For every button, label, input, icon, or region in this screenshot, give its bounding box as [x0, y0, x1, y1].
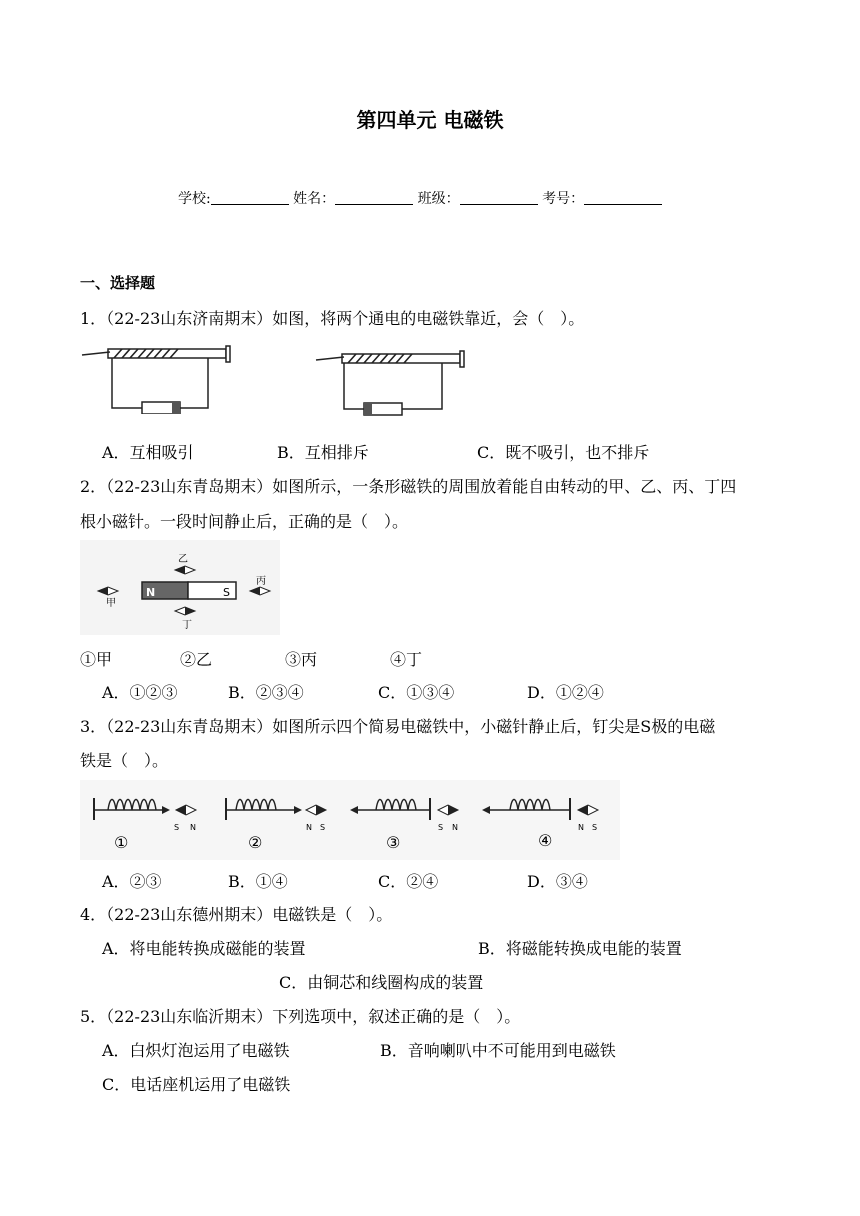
q4-option-b[interactable]: B．将磁能转换成电能的装置: [478, 939, 682, 958]
q1-option-b[interactable]: B．互相排斥: [277, 443, 369, 462]
name-label: 姓名：: [293, 191, 336, 207]
q1-electromagnet-figure-1: [80, 340, 240, 414]
school-field[interactable]: [211, 190, 289, 205]
q3-option-b[interactable]: B．①④: [228, 872, 288, 891]
q2-option-a[interactable]: A．①②③: [102, 683, 178, 702]
q4-option-a[interactable]: A．将电能转换成磁能的装置: [102, 939, 306, 958]
needle-label-ding: 丁: [182, 620, 192, 631]
q2-option-d[interactable]: D．①②④: [527, 683, 604, 702]
section-title: 一、选择题: [80, 274, 156, 292]
svg-text:S: S: [438, 823, 444, 832]
needle-label-bing: 丙: [256, 576, 266, 587]
svg-text:S: S: [592, 823, 598, 832]
q2-choice-3: ③丙: [285, 650, 318, 669]
q2-bar-magnet-figure: [80, 540, 280, 635]
q2-choice-1: ①甲: [80, 650, 113, 669]
q2-option-b[interactable]: B．②③④: [228, 683, 304, 702]
svg-text:④: ④: [538, 831, 553, 850]
school-label: 学校:: [178, 191, 211, 207]
svg-text:N: N: [190, 823, 196, 832]
student-info: [178, 188, 662, 208]
svg-text:②: ②: [248, 833, 263, 852]
svg-text:③: ③: [386, 833, 401, 852]
question-2-stem-line1: 2．（22-23山东青岛期末）如图所示，一条形磁铁的周围放着能自由转动的甲、乙、丙、丁四: [80, 477, 737, 496]
exam-number-field[interactable]: [584, 190, 662, 205]
q5-option-b[interactable]: B．音响喇叭中不可能用到电磁铁: [380, 1041, 616, 1060]
question-2-stem-line2: 根小磁针。一段时间静止后，正确的是（ ）。: [80, 512, 409, 531]
needle-label-yi: 乙: [178, 554, 188, 565]
q5-option-c[interactable]: C．电话座机运用了电磁铁: [102, 1075, 291, 1094]
svg-text:①: ①: [114, 833, 129, 852]
question-1-stem: 1．（22-23山东济南期末）如图，将两个通电的电磁铁靠近，会（ ）。: [80, 309, 585, 328]
magnet-s-label: S: [223, 586, 230, 599]
q3-option-d[interactable]: D．③④: [527, 872, 588, 891]
q2-choice-2: ②乙: [180, 650, 213, 669]
page-title: 第四单元 电磁铁: [356, 108, 504, 132]
q3-option-c[interactable]: C．②④: [378, 872, 439, 891]
svg-text:N: N: [452, 823, 458, 832]
q2-option-c[interactable]: C．①③④: [378, 683, 455, 702]
question-3-stem-line1: 3．（22-23山东青岛期末）如图所示四个简易电磁铁中，小磁针静止后，钉尖是S极的电磁: [80, 717, 716, 736]
needle-label-jia: 甲: [106, 598, 116, 609]
question-3-stem-line2: 铁是（ ）。: [80, 751, 169, 770]
q1-option-c[interactable]: C．既不吸引，也不排斥: [477, 443, 650, 462]
q5-option-a[interactable]: A．白炽灯泡运用了电磁铁: [102, 1041, 290, 1060]
name-field[interactable]: [335, 190, 413, 205]
svg-text:N: N: [306, 823, 312, 832]
svg-text:S: S: [174, 823, 180, 832]
class-field[interactable]: [460, 190, 538, 205]
magnet-n-label: N: [146, 586, 156, 599]
class-label: 班级：: [417, 191, 460, 207]
q1-electromagnet-figure-2: [314, 345, 474, 419]
exam-number-label: 考号：: [542, 191, 585, 207]
q1-option-a[interactable]: A．互相吸引: [102, 443, 194, 462]
svg-text:N: N: [578, 823, 584, 832]
q4-option-c[interactable]: C．由铜芯和线圈构成的装置: [279, 973, 484, 992]
question-5-stem: 5．（22-23山东临沂期末）下列选项中，叙述正确的是（ ）。: [80, 1007, 521, 1026]
q3-option-a[interactable]: A．②③: [102, 872, 162, 891]
q2-choice-4: ④丁: [390, 650, 423, 669]
svg-text:S: S: [320, 823, 326, 832]
q3-electromagnets-figure: [80, 780, 620, 860]
question-4-stem: 4．（22-23山东德州期末）电磁铁是（ ）。: [80, 905, 393, 924]
